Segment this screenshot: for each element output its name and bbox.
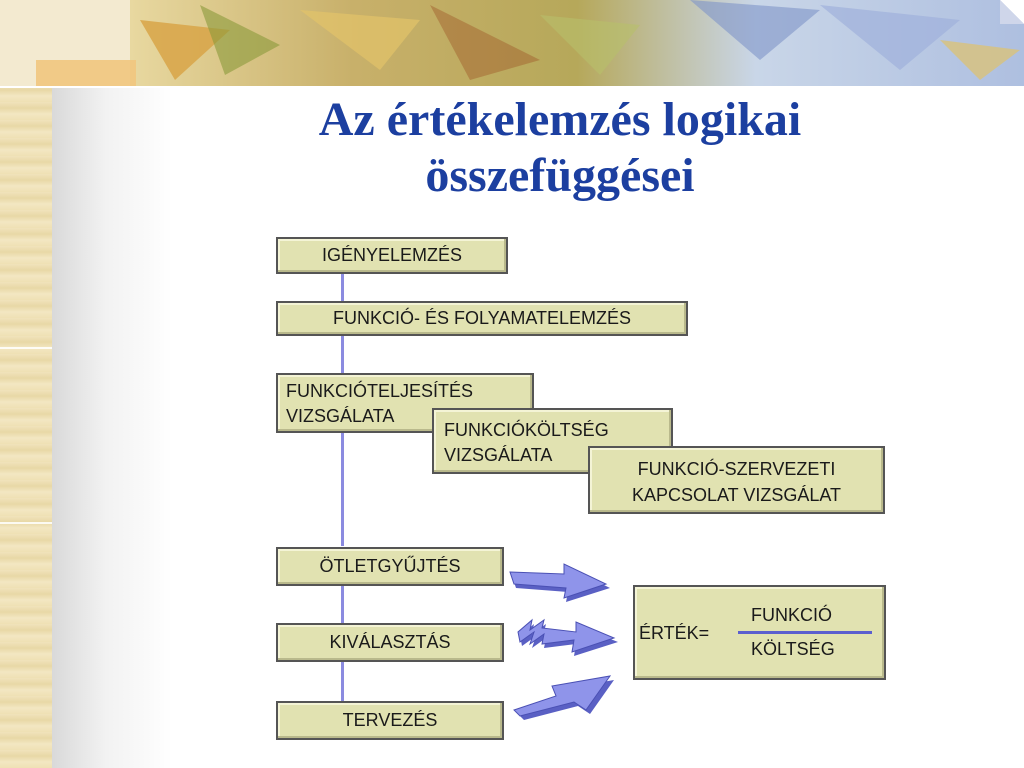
flow-connector bbox=[341, 660, 344, 702]
step-funkcio-es-folyamatelemzes bbox=[276, 301, 688, 336]
step-label-line-1: FUNKCIÓ-SZERVEZETI bbox=[637, 459, 836, 479]
step-kivalasztas bbox=[276, 623, 504, 662]
fraction-line bbox=[738, 631, 872, 634]
step-label: KIVÁLASZTÁS bbox=[329, 632, 451, 652]
title-line-2: összefüggései bbox=[425, 149, 695, 202]
step-funkcio-szervezeti-kapcsolat bbox=[588, 446, 885, 514]
step-label-line-1: FUNKCIÓTELJESÍTÉS bbox=[286, 381, 474, 401]
title-line-1: Az értékelemzés logikai bbox=[318, 93, 802, 146]
step-otletgyujtes bbox=[276, 547, 504, 586]
step-tervezes bbox=[276, 701, 504, 740]
flow-connector bbox=[341, 585, 344, 625]
decorative-left-strip bbox=[0, 0, 52, 768]
step-label: FUNKCIÓ- ÉS FOLYAMATELEMZÉS bbox=[332, 308, 632, 328]
flow-connector bbox=[341, 432, 344, 546]
flow-connector bbox=[341, 334, 344, 374]
step-label-line-2: VIZSGÁLATA bbox=[286, 406, 395, 426]
step-igenyelemzes bbox=[276, 237, 508, 274]
decorative-shadow-fade bbox=[52, 85, 172, 768]
step-label: ÖTLETGYŰJTÉS bbox=[319, 556, 461, 576]
step-label-line-1: FUNKCIÓKÖLTSÉG bbox=[444, 420, 609, 440]
slide-title bbox=[180, 92, 940, 204]
formula-numerator: FUNKCIÓ bbox=[751, 605, 832, 625]
step-label-line-2: VIZSGÁLATA bbox=[444, 445, 553, 465]
formula-lhs: ÉRTÉK= bbox=[639, 623, 710, 643]
arrow-right-icon bbox=[508, 562, 614, 604]
step-label-line-2: KAPCSOLAT VIZSGÁLAT bbox=[631, 485, 842, 505]
step-label: TERVEZÉS bbox=[342, 710, 438, 730]
arrow-right-icon bbox=[516, 618, 622, 660]
formula-denominator: KÖLTSÉG bbox=[751, 639, 835, 659]
decorative-top-banner bbox=[0, 0, 1024, 88]
step-label: IGÉNYELEMZÉS bbox=[321, 245, 463, 265]
page-corner-fold bbox=[1000, 0, 1024, 24]
arrow-right-icon bbox=[512, 674, 618, 720]
